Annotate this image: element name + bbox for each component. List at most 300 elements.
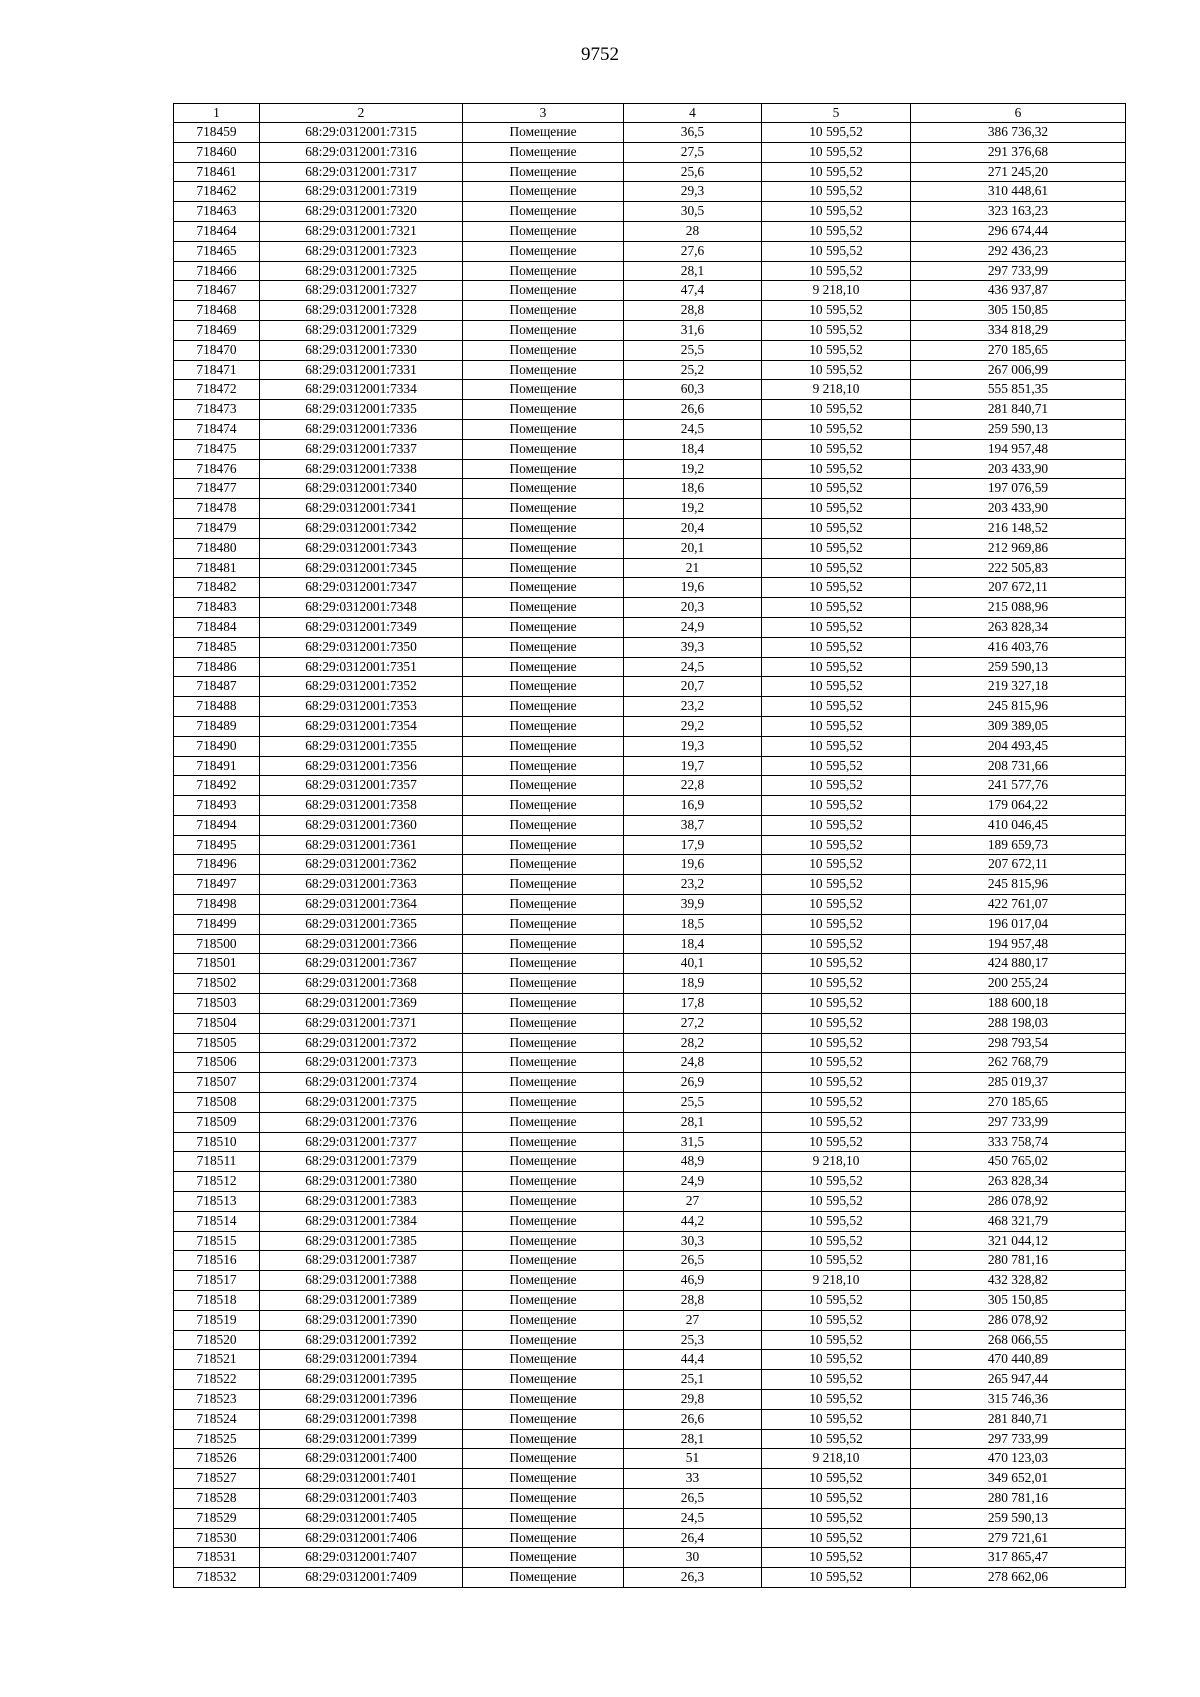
area-cell: 25,1 [624, 1370, 762, 1390]
area-cell: 28,8 [624, 1291, 762, 1311]
object-type-cell: Помещение [463, 1568, 624, 1588]
object-type-cell: Помещение [463, 360, 624, 380]
cadastral-number-cell: 68:29:0312001:7362 [260, 855, 463, 875]
table-row [174, 1548, 1126, 1568]
cadastral-number-cell: 68:29:0312001:7321 [260, 221, 463, 241]
row-number-cell: 718493 [174, 796, 260, 816]
cadastral-number-cell: 68:29:0312001:7335 [260, 400, 463, 420]
row-number-cell: 718528 [174, 1488, 260, 1508]
cadastral-value-cell: 208 731,66 [911, 756, 1126, 776]
cadastral-number-cell: 68:29:0312001:7356 [260, 756, 463, 776]
cadastral-number-cell: 68:29:0312001:7388 [260, 1271, 463, 1291]
area-cell: 27 [624, 1192, 762, 1212]
table-row [174, 1429, 1126, 1449]
object-type-cell: Помещение [463, 479, 624, 499]
object-type-cell: Помещение [463, 835, 624, 855]
cadastral-number-cell: 68:29:0312001:7337 [260, 439, 463, 459]
cadastral-number-cell: 68:29:0312001:7406 [260, 1528, 463, 1548]
object-type-cell: Помещение [463, 1192, 624, 1212]
object-type-cell: Помещение [463, 419, 624, 439]
object-type-cell: Помещение [463, 1172, 624, 1192]
cadastral-value-cell: 216 148,52 [911, 518, 1126, 538]
area-cell: 28,1 [624, 1429, 762, 1449]
cadastral-value-cell: 259 590,13 [911, 419, 1126, 439]
table-row [174, 756, 1126, 776]
table-row [174, 380, 1126, 400]
object-type-cell: Помещение [463, 459, 624, 479]
object-type-cell: Помещение [463, 439, 624, 459]
area-cell: 44,2 [624, 1211, 762, 1231]
table-row [174, 1390, 1126, 1410]
cadastral-number-cell: 68:29:0312001:7343 [260, 538, 463, 558]
object-type-cell: Помещение [463, 261, 624, 281]
unit-value-cell: 10 595,52 [762, 657, 911, 677]
cadastral-number-cell: 68:29:0312001:7323 [260, 241, 463, 261]
cadastral-number-cell: 68:29:0312001:7367 [260, 954, 463, 974]
area-cell: 44,4 [624, 1350, 762, 1370]
cadastral-number-cell: 68:29:0312001:7353 [260, 697, 463, 717]
cadastral-number-cell: 68:29:0312001:7374 [260, 1073, 463, 1093]
row-number-cell: 718521 [174, 1350, 260, 1370]
row-number-cell: 718505 [174, 1033, 260, 1053]
cadastral-value-cell: 262 768,79 [911, 1053, 1126, 1073]
object-type-cell: Помещение [463, 1251, 624, 1271]
cadastral-value-cell: 194 957,48 [911, 439, 1126, 459]
row-number-cell: 718504 [174, 1013, 260, 1033]
table-row [174, 1231, 1126, 1251]
table-row [174, 499, 1126, 519]
cadastral-value-cell: 297 733,99 [911, 1429, 1126, 1449]
row-number-cell: 718502 [174, 974, 260, 994]
row-number-cell: 718482 [174, 578, 260, 598]
area-cell: 20,1 [624, 538, 762, 558]
area-cell: 40,1 [624, 954, 762, 974]
area-cell: 19,3 [624, 736, 762, 756]
cadastral-value-cell: 179 064,22 [911, 796, 1126, 816]
object-type-cell: Помещение [463, 1469, 624, 1489]
object-type-cell: Помещение [463, 241, 624, 261]
unit-value-cell: 10 595,52 [762, 1251, 911, 1271]
area-cell: 25,2 [624, 360, 762, 380]
row-number-cell: 718532 [174, 1568, 260, 1588]
area-cell: 28,1 [624, 261, 762, 281]
unit-value-cell: 10 595,52 [762, 1033, 911, 1053]
object-type-cell: Помещение [463, 716, 624, 736]
table-row [174, 419, 1126, 439]
object-type-cell: Помещение [463, 895, 624, 915]
area-cell: 29,3 [624, 182, 762, 202]
unit-value-cell: 10 595,52 [762, 617, 911, 637]
cadastral-number-cell: 68:29:0312001:7372 [260, 1033, 463, 1053]
area-cell: 17,8 [624, 994, 762, 1014]
row-number-cell: 718498 [174, 895, 260, 915]
unit-value-cell: 10 595,52 [762, 1053, 911, 1073]
row-number-cell: 718511 [174, 1152, 260, 1172]
cadastral-value-cell: 296 674,44 [911, 221, 1126, 241]
table-row [174, 142, 1126, 162]
unit-value-cell: 10 595,52 [762, 1310, 911, 1330]
unit-value-cell: 9 218,10 [762, 281, 911, 301]
unit-value-cell: 10 595,52 [762, 1291, 911, 1311]
unit-value-cell: 10 595,52 [762, 598, 911, 618]
column-header: 5 [762, 104, 911, 123]
cadastral-value-cell: 310 448,61 [911, 182, 1126, 202]
row-number-cell: 718527 [174, 1469, 260, 1489]
unit-value-cell: 10 595,52 [762, 1093, 911, 1113]
cadastral-value-cell: 432 328,82 [911, 1271, 1126, 1291]
cadastral-value-cell: 267 006,99 [911, 360, 1126, 380]
row-number-cell: 718459 [174, 123, 260, 143]
table-header-row [174, 104, 1126, 123]
area-cell: 24,9 [624, 617, 762, 637]
area-cell: 30 [624, 1548, 762, 1568]
area-cell: 60,3 [624, 380, 762, 400]
unit-value-cell: 10 595,52 [762, 756, 911, 776]
object-type-cell: Помещение [463, 1073, 624, 1093]
table-row [174, 637, 1126, 657]
row-number-cell: 718491 [174, 756, 260, 776]
area-cell: 30,5 [624, 202, 762, 222]
cadastral-value-cell: 555 851,35 [911, 380, 1126, 400]
object-type-cell: Помещение [463, 914, 624, 934]
area-cell: 20,7 [624, 677, 762, 697]
cadastral-number-cell: 68:29:0312001:7358 [260, 796, 463, 816]
cadastral-value-cell: 279 721,61 [911, 1528, 1126, 1548]
cadastral-value-cell: 317 865,47 [911, 1548, 1126, 1568]
cadastral-number-cell: 68:29:0312001:7342 [260, 518, 463, 538]
row-number-cell: 718466 [174, 261, 260, 281]
cadastral-number-cell: 68:29:0312001:7390 [260, 1310, 463, 1330]
table-row [174, 1528, 1126, 1548]
row-number-cell: 718510 [174, 1132, 260, 1152]
row-number-cell: 718485 [174, 637, 260, 657]
table-row [174, 1251, 1126, 1271]
object-type-cell: Помещение [463, 340, 624, 360]
object-type-cell: Помещение [463, 1449, 624, 1469]
cadastral-number-cell: 68:29:0312001:7403 [260, 1488, 463, 1508]
table-row [174, 221, 1126, 241]
area-cell: 26,6 [624, 400, 762, 420]
table-row [174, 934, 1126, 954]
cadastral-number-cell: 68:29:0312001:7360 [260, 815, 463, 835]
cadastral-number-cell: 68:29:0312001:7364 [260, 895, 463, 915]
cadastral-number-cell: 68:29:0312001:7375 [260, 1093, 463, 1113]
unit-value-cell: 9 218,10 [762, 1449, 911, 1469]
area-cell: 29,2 [624, 716, 762, 736]
cadastral-value-cell: 286 078,92 [911, 1310, 1126, 1330]
cadastral-number-cell: 68:29:0312001:7384 [260, 1211, 463, 1231]
row-number-cell: 718524 [174, 1409, 260, 1429]
table-row [174, 1568, 1126, 1588]
cadastral-number-cell: 68:29:0312001:7392 [260, 1330, 463, 1350]
cadastral-number-cell: 68:29:0312001:7396 [260, 1390, 463, 1410]
column-header: 1 [174, 104, 260, 123]
area-cell: 25,3 [624, 1330, 762, 1350]
area-cell: 24,8 [624, 1053, 762, 1073]
cadastral-number-cell: 68:29:0312001:7338 [260, 459, 463, 479]
column-header: 4 [624, 104, 762, 123]
table-row [174, 776, 1126, 796]
unit-value-cell: 10 595,52 [762, 499, 911, 519]
cadastral-value-cell: 245 815,96 [911, 875, 1126, 895]
table-row [174, 1449, 1126, 1469]
unit-value-cell: 10 595,52 [762, 518, 911, 538]
row-number-cell: 718488 [174, 697, 260, 717]
cadastral-number-cell: 68:29:0312001:7389 [260, 1291, 463, 1311]
unit-value-cell: 10 595,52 [762, 994, 911, 1014]
cadastral-number-cell: 68:29:0312001:7400 [260, 1449, 463, 1469]
cadastral-number-cell: 68:29:0312001:7319 [260, 182, 463, 202]
row-number-cell: 718490 [174, 736, 260, 756]
cadastral-value-cell: 470 440,89 [911, 1350, 1126, 1370]
area-cell: 21 [624, 558, 762, 578]
unit-value-cell: 10 595,52 [762, 1330, 911, 1350]
cadastral-number-cell: 68:29:0312001:7394 [260, 1350, 463, 1370]
cadastral-number-cell: 68:29:0312001:7395 [260, 1370, 463, 1390]
row-number-cell: 718461 [174, 162, 260, 182]
area-cell: 18,4 [624, 934, 762, 954]
table-row [174, 835, 1126, 855]
area-cell: 19,2 [624, 499, 762, 519]
unit-value-cell: 10 595,52 [762, 1013, 911, 1033]
object-type-cell: Помещение [463, 598, 624, 618]
cadastral-value-cell: 305 150,85 [911, 1291, 1126, 1311]
cadastral-number-cell: 68:29:0312001:7350 [260, 637, 463, 657]
cadastral-number-cell: 68:29:0312001:7387 [260, 1251, 463, 1271]
unit-value-cell: 10 595,52 [762, 1488, 911, 1508]
object-type-cell: Помещение [463, 1370, 624, 1390]
cadastral-value-cell: 204 493,45 [911, 736, 1126, 756]
cadastral-number-cell: 68:29:0312001:7371 [260, 1013, 463, 1033]
table-row [174, 1488, 1126, 1508]
area-cell: 27,2 [624, 1013, 762, 1033]
unit-value-cell: 10 595,52 [762, 736, 911, 756]
area-cell: 25,6 [624, 162, 762, 182]
table-row [174, 1508, 1126, 1528]
cadastral-value-cell: 470 123,03 [911, 1449, 1126, 1469]
cadastral-number-cell: 68:29:0312001:7379 [260, 1152, 463, 1172]
table-row [174, 1291, 1126, 1311]
unit-value-cell: 10 595,52 [762, 1390, 911, 1410]
area-cell: 27,5 [624, 142, 762, 162]
cadastral-value-cell: 278 662,06 [911, 1568, 1126, 1588]
row-number-cell: 718512 [174, 1172, 260, 1192]
cadastral-number-cell: 68:29:0312001:7340 [260, 479, 463, 499]
object-type-cell: Помещение [463, 736, 624, 756]
table-row [174, 1093, 1126, 1113]
area-cell: 19,2 [624, 459, 762, 479]
area-cell: 27 [624, 1310, 762, 1330]
cadastral-number-cell: 68:29:0312001:7351 [260, 657, 463, 677]
unit-value-cell: 10 595,52 [762, 1073, 911, 1093]
unit-value-cell: 10 595,52 [762, 716, 911, 736]
row-number-cell: 718509 [174, 1112, 260, 1132]
area-cell: 46,9 [624, 1271, 762, 1291]
cadastral-number-cell: 68:29:0312001:7383 [260, 1192, 463, 1212]
table-row [174, 558, 1126, 578]
object-type-cell: Помещение [463, 1548, 624, 1568]
row-number-cell: 718501 [174, 954, 260, 974]
unit-value-cell: 10 595,52 [762, 875, 911, 895]
row-number-cell: 718483 [174, 598, 260, 618]
cadastral-value-cell: 215 088,96 [911, 598, 1126, 618]
row-number-cell: 718481 [174, 558, 260, 578]
object-type-cell: Помещение [463, 1231, 624, 1251]
cadastral-value-cell: 349 652,01 [911, 1469, 1126, 1489]
cadastral-value-cell: 222 505,83 [911, 558, 1126, 578]
area-cell: 20,3 [624, 598, 762, 618]
cadastral-value-cell: 286 078,92 [911, 1192, 1126, 1212]
object-type-cell: Помещение [463, 202, 624, 222]
area-cell: 33 [624, 1469, 762, 1489]
cadastral-value-cell: 259 590,13 [911, 1508, 1126, 1528]
cadastral-value-cell: 263 828,34 [911, 1172, 1126, 1192]
unit-value-cell: 10 595,52 [762, 1370, 911, 1390]
object-type-cell: Помещение [463, 875, 624, 895]
area-cell: 24,5 [624, 419, 762, 439]
cadastral-number-cell: 68:29:0312001:7316 [260, 142, 463, 162]
row-number-cell: 718523 [174, 1390, 260, 1410]
unit-value-cell: 10 595,52 [762, 914, 911, 934]
row-number-cell: 718470 [174, 340, 260, 360]
row-number-cell: 718500 [174, 934, 260, 954]
unit-value-cell: 10 595,52 [762, 1568, 911, 1588]
unit-value-cell: 10 595,52 [762, 162, 911, 182]
row-number-cell: 718476 [174, 459, 260, 479]
unit-value-cell: 10 595,52 [762, 1508, 911, 1528]
cadastral-value-cell: 270 185,65 [911, 340, 1126, 360]
table-row [174, 1152, 1126, 1172]
cadastral-number-cell: 68:29:0312001:7341 [260, 499, 463, 519]
cadastral-number-cell: 68:29:0312001:7345 [260, 558, 463, 578]
cadastral-number-cell: 68:29:0312001:7347 [260, 578, 463, 598]
area-cell: 26,9 [624, 1073, 762, 1093]
object-type-cell: Помещение [463, 1429, 624, 1449]
row-number-cell: 718477 [174, 479, 260, 499]
table-row [174, 1409, 1126, 1429]
object-type-cell: Помещение [463, 1211, 624, 1231]
area-cell: 28,2 [624, 1033, 762, 1053]
object-type-cell: Помещение [463, 518, 624, 538]
cadastral-value-cell: 468 321,79 [911, 1211, 1126, 1231]
row-number-cell: 718473 [174, 400, 260, 420]
cadastral-value-cell: 424 880,17 [911, 954, 1126, 974]
table-row [174, 400, 1126, 420]
unit-value-cell: 9 218,10 [762, 380, 911, 400]
row-number-cell: 718463 [174, 202, 260, 222]
row-number-cell: 718492 [174, 776, 260, 796]
cadastral-value-cell: 270 185,65 [911, 1093, 1126, 1113]
cadastral-value-cell: 315 746,36 [911, 1390, 1126, 1410]
cadastral-value-cell: 188 600,18 [911, 994, 1126, 1014]
table-body [174, 123, 1126, 1588]
unit-value-cell: 10 595,52 [762, 202, 911, 222]
object-type-cell: Помещение [463, 301, 624, 321]
table-row [174, 578, 1126, 598]
cadastral-value-cell: 212 969,86 [911, 538, 1126, 558]
cadastral-number-cell: 68:29:0312001:7327 [260, 281, 463, 301]
table-row [174, 162, 1126, 182]
row-number-cell: 718503 [174, 994, 260, 1014]
cadastral-number-cell: 68:29:0312001:7365 [260, 914, 463, 934]
table-row [174, 1370, 1126, 1390]
cadastral-value-cell: 265 947,44 [911, 1370, 1126, 1390]
unit-value-cell: 10 595,52 [762, 1192, 911, 1212]
unit-value-cell: 10 595,52 [762, 1231, 911, 1251]
unit-value-cell: 10 595,52 [762, 895, 911, 915]
table-row [174, 1013, 1126, 1033]
cadastral-number-cell: 68:29:0312001:7368 [260, 974, 463, 994]
cadastral-value-cell: 292 436,23 [911, 241, 1126, 261]
cadastral-value-cell: 436 937,87 [911, 281, 1126, 301]
unit-value-cell: 10 595,52 [762, 1548, 911, 1568]
area-cell: 18,6 [624, 479, 762, 499]
cadastral-number-cell: 68:29:0312001:7348 [260, 598, 463, 618]
area-cell: 26,5 [624, 1488, 762, 1508]
cadastral-number-cell: 68:29:0312001:7407 [260, 1548, 463, 1568]
table-row [174, 736, 1126, 756]
table-row [174, 1330, 1126, 1350]
row-number-cell: 718518 [174, 1291, 260, 1311]
unit-value-cell: 10 595,52 [762, 637, 911, 657]
unit-value-cell: 10 595,52 [762, 241, 911, 261]
cadastral-number-cell: 68:29:0312001:7315 [260, 123, 463, 143]
object-type-cell: Помещение [463, 934, 624, 954]
unit-value-cell: 10 595,52 [762, 776, 911, 796]
cadastral-value-cell: 281 840,71 [911, 1409, 1126, 1429]
object-type-cell: Помещение [463, 400, 624, 420]
cadastral-number-cell: 68:29:0312001:7320 [260, 202, 463, 222]
registry-table [173, 103, 1126, 1588]
area-cell: 19,6 [624, 578, 762, 598]
object-type-cell: Помещение [463, 281, 624, 301]
unit-value-cell: 10 595,52 [762, 835, 911, 855]
area-cell: 18,5 [624, 914, 762, 934]
area-cell: 47,4 [624, 281, 762, 301]
table-row [174, 1073, 1126, 1093]
table-row [174, 1310, 1126, 1330]
cadastral-value-cell: 333 758,74 [911, 1132, 1126, 1152]
table-row [174, 340, 1126, 360]
unit-value-cell: 10 595,52 [762, 221, 911, 241]
row-number-cell: 718489 [174, 716, 260, 736]
table-row [174, 301, 1126, 321]
cadastral-number-cell: 68:29:0312001:7405 [260, 1508, 463, 1528]
area-cell: 18,9 [624, 974, 762, 994]
table-row [174, 954, 1126, 974]
table-row [174, 281, 1126, 301]
row-number-cell: 718506 [174, 1053, 260, 1073]
area-cell: 39,9 [624, 895, 762, 915]
row-number-cell: 718472 [174, 380, 260, 400]
table-row [174, 914, 1126, 934]
row-number-cell: 718525 [174, 1429, 260, 1449]
unit-value-cell: 10 595,52 [762, 796, 911, 816]
area-cell: 26,6 [624, 1409, 762, 1429]
table-row [174, 716, 1126, 736]
object-type-cell: Помещение [463, 1310, 624, 1330]
object-type-cell: Помещение [463, 1409, 624, 1429]
unit-value-cell: 10 595,52 [762, 123, 911, 143]
row-number-cell: 718475 [174, 439, 260, 459]
table-row [174, 459, 1126, 479]
object-type-cell: Помещение [463, 578, 624, 598]
cadastral-number-cell: 68:29:0312001:7336 [260, 419, 463, 439]
column-header: 2 [260, 104, 463, 123]
area-cell: 38,7 [624, 815, 762, 835]
row-number-cell: 718520 [174, 1330, 260, 1350]
area-cell: 26,3 [624, 1568, 762, 1588]
